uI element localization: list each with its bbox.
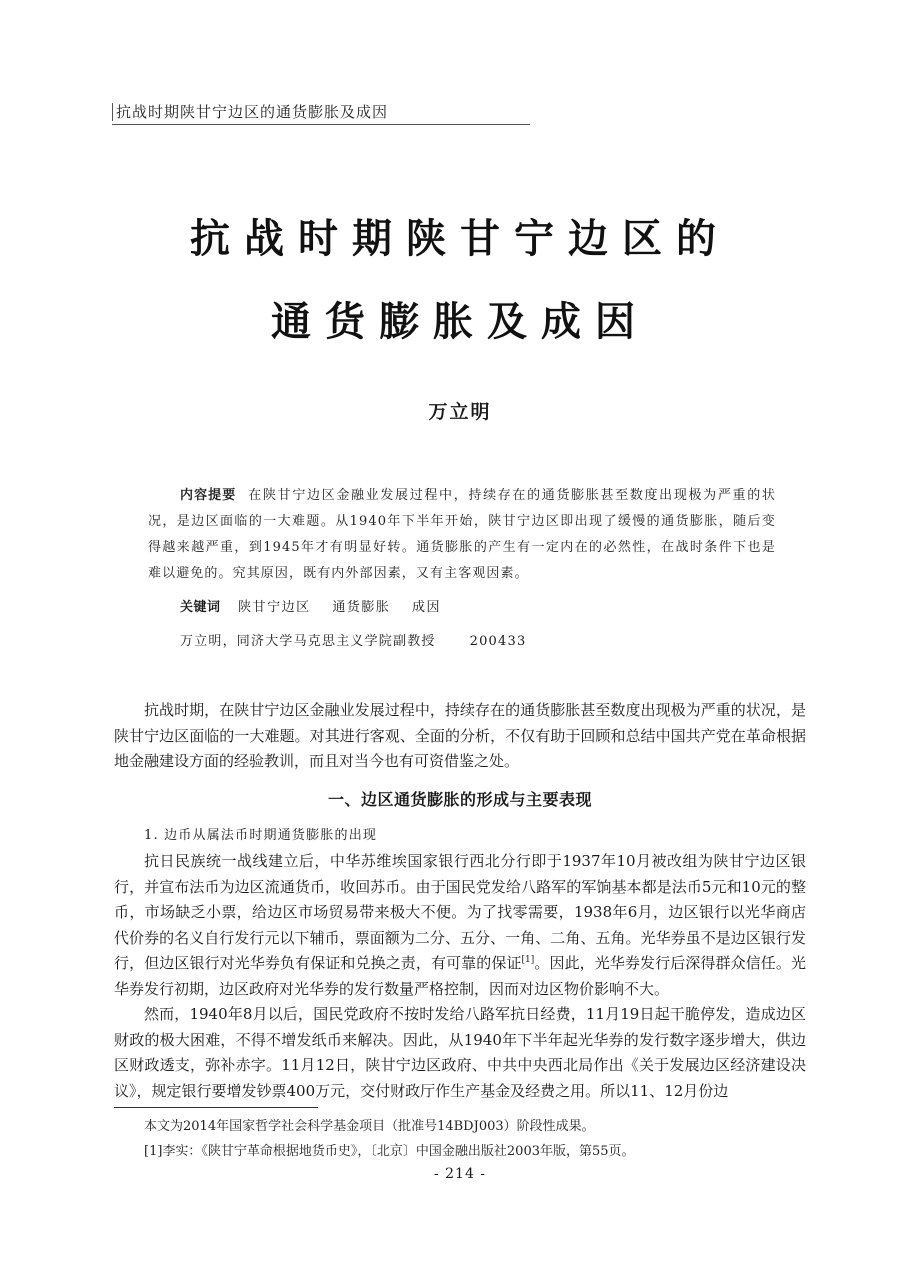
author-affiliation xyxy=(180,630,526,649)
article-title-line-1: 抗战时期陕甘宁边区的 xyxy=(190,216,730,262)
page-number: - 214 - xyxy=(433,1166,487,1182)
footnote-funding: 本文为2014年国家哲学社会科学基金项目（批准号14BDJ003）阶段性成果。 xyxy=(144,1119,595,1134)
abstract xyxy=(148,483,776,587)
abstract-text: 在陕甘宁边区金融业发展过程中，持续存在的通货膨胀甚至数度出现极为严重的状况，是边区面临的一大难题。从1940年下半年开始，陕甘宁边区即出现了缓慢的通货膨胀，随后变得越来越严重，到1945年才有明显好转。通货膨胀的产生有一定内在的必然性，在战时条件下也是难以避免的。究其原因，既有内外部因素，又有主客观因素。 xyxy=(148,488,776,581)
keywords xyxy=(180,596,457,615)
intro-section xyxy=(114,698,806,775)
intro-paragraph: 抗战时期，在陕甘宁边区金融业发展过程中，持续存在的通货膨胀甚至数度出现极为严重的状况，是陕甘宁边区面临的一大难题。对其进行客观、全面的分析，不仅有助于回顾和总结中国共产党在革命根据地金融建设方面的经验教训，而且对当今也有可资借鉴之处。 xyxy=(114,701,806,770)
subsection-heading: 1. 边币从属法币时期通货膨胀的出现 xyxy=(144,828,378,843)
section-heading: 一、边区通货膨胀的形成与主要表现 xyxy=(327,790,592,809)
footnote-citation: [1]李实：《陕甘宁革命根据地货币史》，〔北京〕中国金融出版社2003年版，第55页。 xyxy=(144,1144,635,1159)
abstract-label: 内容提要 xyxy=(180,488,237,503)
footnote-divider xyxy=(114,1107,318,1108)
affiliation-text: 万立明，同济大学马克思主义学院副教授 xyxy=(180,634,436,649)
body-paragraph-1 xyxy=(114,849,806,1002)
main-body xyxy=(114,849,806,1104)
keyword: 通货膨胀 xyxy=(332,600,391,615)
body-paragraph-2: 然而，1940年8月以后，国民党政府不按时发给八路军抗日经费，11月19日起干脆停发，造成边区财政的极大困难，不得不增发纸币来解决。因此，从1940年下半年起光华券的发行数字逐步增大，供边区财政透支，弥补赤字。11月12日，陕甘宁边区政府、中共中央西北局作出《关于发展边区经济建设决议》，规定银行要增发钞票400万元，交付财政厅作生产基金及经费之用。所以11、12月份边 xyxy=(114,1005,806,1100)
running-head: 抗战时期陕甘宁边区的通货膨胀及成因 xyxy=(112,101,530,125)
keyword: 陕甘宁边区 xyxy=(238,600,311,615)
author-name: 万立明 xyxy=(428,401,492,423)
keyword: 成因 xyxy=(411,600,441,615)
paragraph-text: 抗日民族统一战线建立后，中华苏维埃国家银行西北分行即于1937年10月被改组为陕甘宁边区银行，并宣布法币为边区流通货币，收回苏币。由于国民党发给八路军的军饷基本都是法币5元和10元的整币，市场缺乏小票，给边区市场贸易带来极大不便。为了找零需要，1938年6月，边区银行以光华商店代价券的名义自行发行元以下辅币，票面额为二分、五分、一角、二角、五角。光华券虽不是边区银行发行，但边区银行对光华券负有保证和兑换之责，有可靠的保证 xyxy=(114,852,806,972)
article-title-line-2: 通货膨胀及成因 xyxy=(271,299,649,345)
paragraph-text: 。因此，光华券发行后深得群众信任。光华券发行初期，边区政府对光华券的发行数量严格控制，因而对边区物价影响不大。 xyxy=(114,954,806,998)
footnote-reference: [1] xyxy=(521,955,535,965)
keywords-label: 关键词 xyxy=(180,600,221,615)
postal-code: 200433 xyxy=(469,634,527,649)
